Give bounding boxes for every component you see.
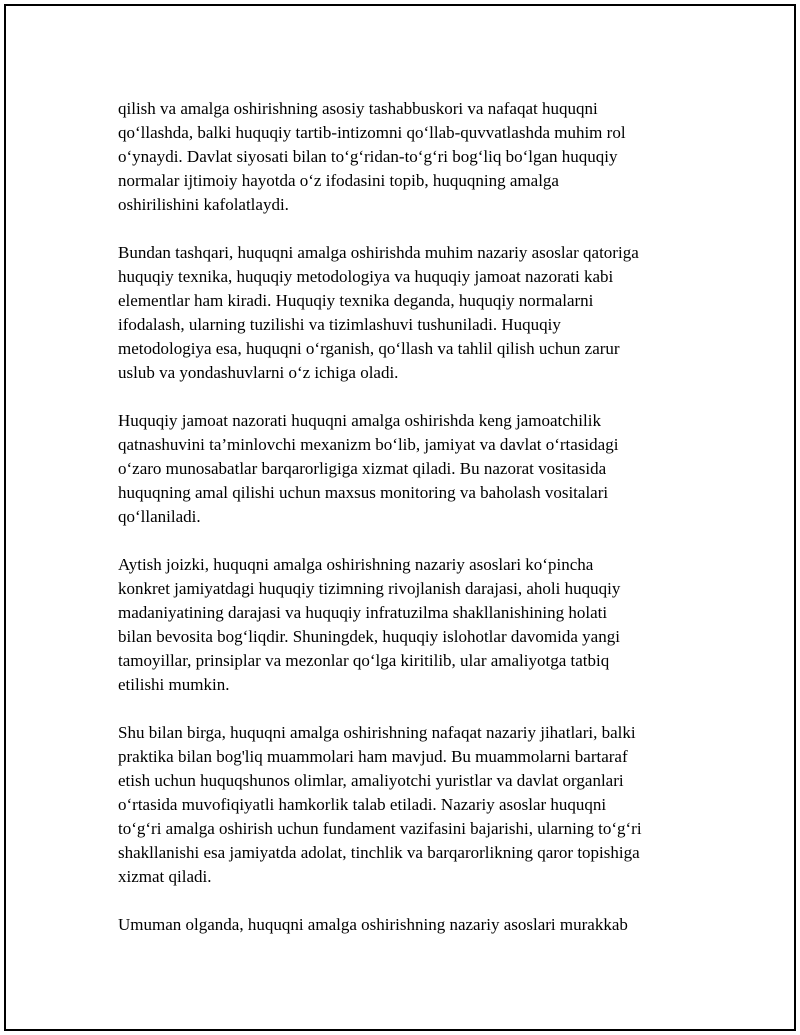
text-line: uslub va yondashuvlarni o‘z ichiga oladi. [118, 363, 399, 382]
text-line: o‘ynaydi. Davlat siyosati bilan to‘g‘ridan-to‘g‘ri bog‘liq bo‘lgan huquqiy [118, 147, 618, 166]
paragraph-5 [118, 721, 708, 889]
text-line: Aytish joizki, huquqni amalga oshirishning nazariy asoslari ko‘pincha [118, 555, 594, 574]
text-line: praktika bilan bog'liq muammolari ham mavjud. Bu muammolarni bartaraf [118, 747, 628, 766]
text-line: elementlar ham kiradi. Huquqiy texnika deganda, huquqiy normalarni [118, 291, 594, 310]
text-line: madaniyatining darajasi va huquqiy infratuzilma shakllanishining holati [118, 603, 608, 622]
text-line: normalar ijtimoiy hayotda o‘z ifodasini topib, huquqning amalga [118, 171, 559, 190]
paragraph-4 [118, 553, 708, 697]
text-line: bilan bevosita bog‘liqdir. Shuningdek, huquqiy islohotlar davomida yangi [118, 627, 620, 646]
page-frame [4, 4, 796, 1031]
text-line: oshirilishini kafolatlaydi. [118, 195, 289, 214]
text-line: huquqiy texnika, huquqiy metodologiya va huquqiy jamoat nazorati kabi [118, 267, 614, 286]
paragraph-2 [118, 241, 708, 385]
text-line: qo‘llashda, balki huquqiy tartib-intizomni qo‘llab-quvvatlashda muhim rol [118, 123, 626, 142]
text-line: xizmat qiladi. [118, 867, 212, 886]
text-line: Umuman olganda, huquqni amalga oshirishning nazariy asoslari murakkab [118, 915, 628, 934]
paragraph-3 [118, 409, 708, 529]
text-line: qilish va amalga oshirishning asosiy tashabbuskori va nafaqat huquqni [118, 99, 598, 118]
text-line: Bundan tashqari, huquqni amalga oshirishda muhim nazariy asoslar qatoriga [118, 243, 639, 262]
text-line: o‘zaro munosabatlar barqarorligiga xizmat qiladi. Bu nazorat vositasida [118, 459, 607, 478]
text-line: etilishi mumkin. [118, 675, 230, 694]
text-line: huquqning amal qilishi uchun maxsus monitoring va baholash vositalari [118, 483, 609, 502]
paragraph-1 [118, 97, 708, 217]
text-line: metodologiya esa, huquqni o‘rganish, qo‘llash va tahlil qilish uchun zarur [118, 339, 620, 358]
text-line: qo‘llaniladi. [118, 507, 201, 526]
paragraph-6 [118, 913, 708, 937]
text-line: shakllanishi esa jamiyatda adolat, tinchlik va barqarorlikning qaror topishiga [118, 843, 640, 862]
text-line: o‘rtasida muvofiqiyatli hamkorlik talab etiladi. Nazariy asoslar huquqni [118, 795, 607, 814]
text-line: to‘g‘ri amalga oshirish uchun fundament vazifasini bajarishi, ularning to‘g‘ri [118, 819, 642, 838]
text-line: ifodalash, ularning tuzilishi va tizimlashuvi tushuniladi. Huquqiy [118, 315, 561, 334]
text-line: Huquqiy jamoat nazorati huquqni amalga oshirishda keng jamoatchilik [118, 411, 601, 430]
text-line: konkret jamiyatdagi huquqiy tizimning rivojlanish darajasi, aholi huquqiy [118, 579, 621, 598]
text-line: tamoyillar, prinsiplar va mezonlar qo‘lga kiritilib, ular amaliyotga tatbiq [118, 651, 610, 670]
document-body [118, 97, 708, 961]
text-line: Shu bilan birga, huquqni amalga oshirishning nafaqat nazariy jihatlari, balki [118, 723, 636, 742]
text-line: etish uchun huquqshunos olimlar, amaliyotchi yuristlar va davlat organlari [118, 771, 624, 790]
text-line: qatnashuvini ta’minlovchi mexanizm bo‘lib, jamiyat va davlat o‘rtasidagi [118, 435, 619, 454]
